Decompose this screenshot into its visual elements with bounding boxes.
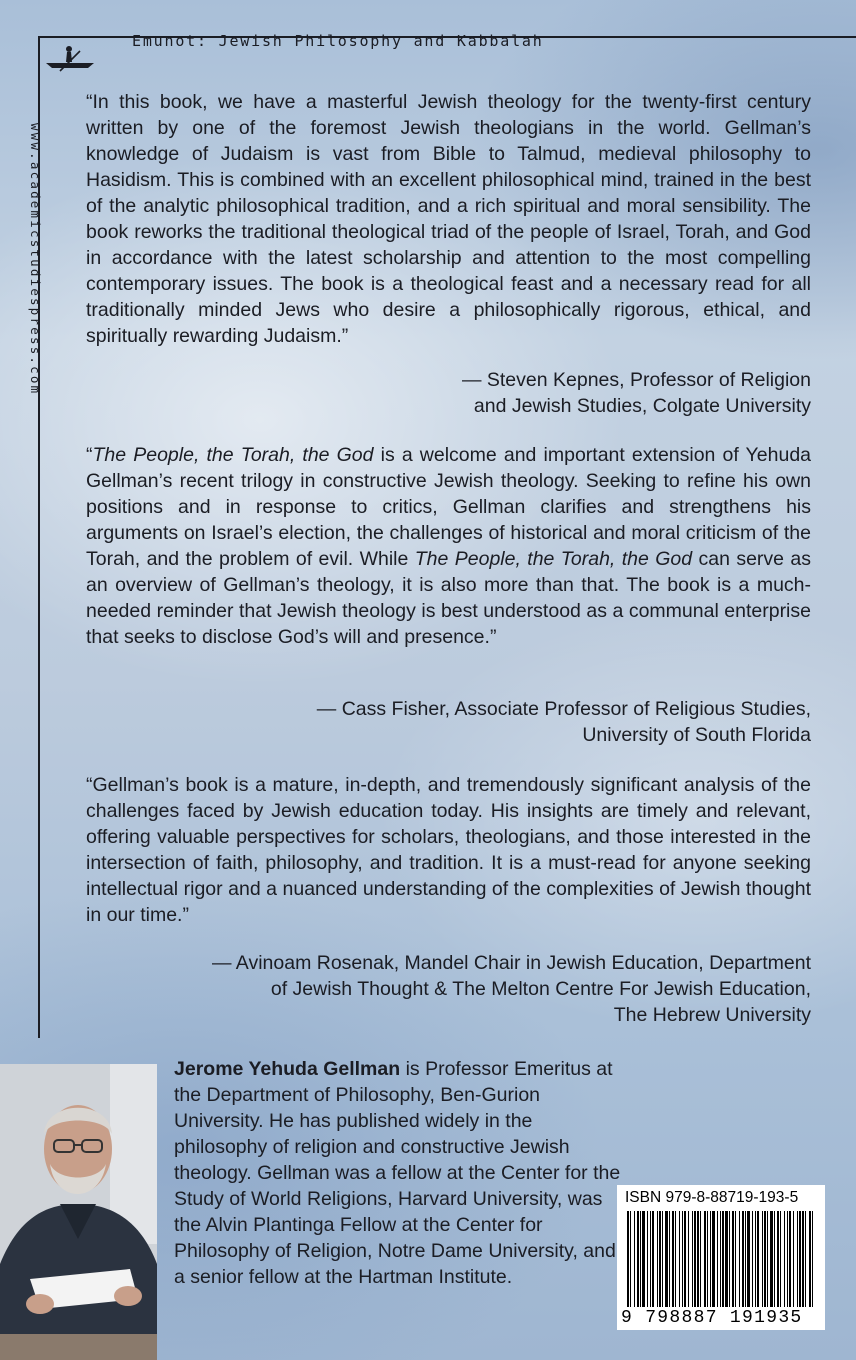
barcode-bar xyxy=(652,1211,654,1307)
barcode-bar xyxy=(799,1211,801,1307)
barcode-bar xyxy=(735,1211,736,1307)
barcode-bar xyxy=(742,1211,744,1307)
attribution-line: — Steven Kepnes, Professor of Religion xyxy=(461,369,811,391)
barcode-bar xyxy=(657,1211,658,1307)
barcode-bar xyxy=(672,1211,674,1307)
blurb-rosenak: “Gellman’s book is a mature, in-depth, and tremendously significant analysis of the challenges faced by Jewish education today. His insights are timely and relevant, offering valuable perspectives for scholars, theologians, and those interested in the intersection of faith, philosophy, and tradition. It is a must-read for anyone seeking intellectual rigor and a nuanced understanding of the complexities of Jewish thought in our time.” xyxy=(86,774,811,926)
barcode-bar xyxy=(642,1211,645,1307)
barcode-bar xyxy=(747,1211,750,1307)
website-url: www.academicstudiespress.com xyxy=(28,123,43,396)
blurb-kepnes: “In this book, we have a masterful Jewish theology for the twenty-first century written by one of the foremost Jewish theologians in the world. Gellman’s knowledge of Judaism is vast from Bible to Talmud, medieval philosophy to Hasidism. This is combined with an excellent philosophical mind, trained in the best of the analytic philosophical tradition, and a rich spiritual and moral sensibility. The book reworks the traditional theological triad of the people of Israel, Torah, and God in accordance with the latest scholarship and attention to the most compelling contemporary issues. The book is a theological feast and a necessary read for all traditionally minded Jews who desire a philosophically rigorous, ethical, and spiritually rewarding Judaism.” xyxy=(86,91,811,347)
attribution-line: and Jewish Studies, Colgate University xyxy=(473,395,811,417)
barcode-bar xyxy=(729,1211,730,1307)
barcode-bar xyxy=(637,1211,639,1307)
barcode-bar xyxy=(793,1211,794,1307)
author-portrait-illustration xyxy=(0,1064,157,1360)
barcode-bar xyxy=(647,1211,648,1307)
barcode-bar xyxy=(692,1211,693,1307)
barcode-bar xyxy=(777,1211,779,1307)
barcode-bar xyxy=(694,1211,696,1307)
barcode-bar xyxy=(745,1211,746,1307)
blurb-text: is a welcome and important extension of Yehuda Gellman’s recent trilogy in constructive Jewish theology. Seeking to refine his own positions and in response to critics, Gellman clarifies and strengthens his arguments on Israel’s election, the challenges of historical and moral criticism of the Torah, and the problem of evil. While xyxy=(86,444,812,570)
attribution-line: The Hebrew University xyxy=(613,1004,811,1026)
boat-with-rower-icon xyxy=(42,37,98,77)
barcode-bar xyxy=(650,1211,651,1307)
barcode-bar xyxy=(700,1211,701,1307)
blurb-text: can serve as an overview of Gellman’s theology, it is also more than that. The book is a much-needed reminder that Jewish theology is best understood as a communal enterprise that seeks to disclose God’s will and presence.” xyxy=(86,548,811,648)
barcode-bar xyxy=(627,1211,629,1307)
barcode-bar xyxy=(789,1211,791,1307)
barcode-bar xyxy=(774,1211,775,1307)
book-title-italic: The People, the Torah, the God xyxy=(92,444,374,466)
author-name: Jerome Yehuda Gellman xyxy=(174,1058,401,1080)
barcode-bar xyxy=(697,1211,699,1307)
barcode-bar xyxy=(634,1211,635,1307)
barcode-bar xyxy=(682,1211,683,1307)
barcode-bar xyxy=(688,1211,689,1307)
attribution-fisher xyxy=(111,696,811,748)
barcode-bar xyxy=(679,1211,680,1307)
author-bio-text: is Professor Emeritus at the Department of Philosophy, Ben-Gurion University. He has published widely in the philosophy of religion and constructive Jewish theology. Gellman was a fellow at the Center for the Study of World Religions, Harvard University, was the Alvin Plantinga Fellow at the Center for Philosophy of Religion, Notre Dame University, and a senior fellow at the Hartman Institute. xyxy=(174,1058,621,1288)
barcode-bar xyxy=(780,1211,781,1307)
barcode-bar xyxy=(684,1211,686,1307)
blurb-fisher xyxy=(86,442,811,650)
barcode-bar xyxy=(675,1211,676,1307)
barcode-bar xyxy=(665,1211,668,1307)
barcode-bar xyxy=(722,1211,724,1307)
series-title: Emunot: Jewish Philosophy and Kabbalah xyxy=(132,32,544,50)
barcode-bar xyxy=(640,1211,641,1307)
barcode-bar xyxy=(712,1211,715,1307)
author-photo xyxy=(0,1064,157,1360)
author-bio xyxy=(174,1056,624,1290)
barcode-bar xyxy=(704,1211,706,1307)
barcode-bar xyxy=(739,1211,740,1307)
attribution-rosenak xyxy=(81,950,811,1028)
barcode-bar xyxy=(802,1211,804,1307)
barcode-bar xyxy=(812,1211,813,1307)
barcode-bar xyxy=(710,1211,711,1307)
barcode-bar xyxy=(767,1211,768,1307)
barcode-bar xyxy=(787,1211,788,1307)
barcode-bar xyxy=(630,1211,631,1307)
barcode-bar xyxy=(784,1211,785,1307)
barcode-bar xyxy=(809,1211,811,1307)
attribution-line: University of South Florida xyxy=(582,724,811,746)
barcode-bar xyxy=(755,1211,756,1307)
barcode-bar xyxy=(762,1211,763,1307)
isbn-label: ISBN 979-8-88719-193-5 xyxy=(625,1189,799,1206)
attribution-kepnes xyxy=(111,367,811,419)
barcode-bar xyxy=(752,1211,753,1307)
barcode-bar xyxy=(662,1211,663,1307)
barcode-bar xyxy=(805,1211,806,1307)
barcode-bar xyxy=(797,1211,798,1307)
barcode-bar xyxy=(720,1211,721,1307)
barcode-digits: 9 798887 191935 xyxy=(621,1308,803,1328)
barcode-bar xyxy=(770,1211,773,1307)
barcode-bar xyxy=(764,1211,766,1307)
barcode-bars xyxy=(625,1211,817,1307)
barcode-bar xyxy=(757,1211,759,1307)
barcode-bar xyxy=(717,1211,718,1307)
attribution-line: of Jewish Thought & The Melton Centre For Jewish Education, xyxy=(270,978,811,1000)
attribution-line: — Cass Fisher, Associate Professor of Religious Studies, xyxy=(316,698,811,720)
attribution-line: — Avinoam Rosenak, Mandel Chair in Jewish Education, Department xyxy=(211,952,811,974)
quote-mark: “ xyxy=(86,444,93,466)
isbn-barcode xyxy=(617,1185,825,1330)
book-title-italic: The People, the Torah, the God xyxy=(414,548,693,570)
barcode-bar xyxy=(707,1211,708,1307)
barcode-bar xyxy=(669,1211,670,1307)
barcode-bar xyxy=(732,1211,734,1307)
barcode-bar xyxy=(725,1211,728,1307)
barcode-bar xyxy=(659,1211,661,1307)
